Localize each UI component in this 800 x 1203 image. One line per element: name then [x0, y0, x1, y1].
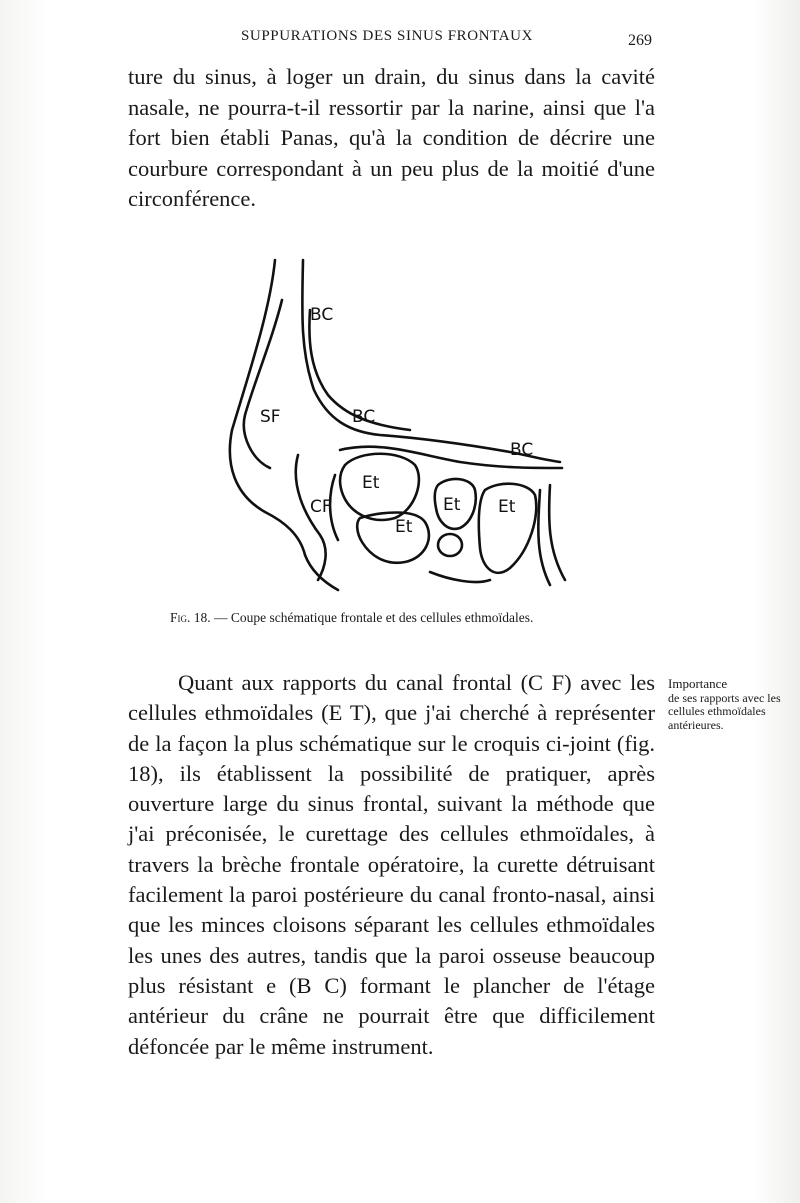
- running-title: SUPPURATIONS DES SINUS FRONTAUX: [240, 28, 534, 44]
- figure-18: [210, 250, 580, 600]
- marginal-note-title: Importance: [668, 676, 728, 691]
- lower-line-3: [549, 485, 565, 580]
- label-bc-top: BC: [310, 305, 334, 325]
- et-cell-2: [357, 513, 429, 563]
- marginal-note-body: de ses rapports avec les cellules ethmoïdales antérieures.: [668, 690, 781, 732]
- label-et-2: Et: [395, 517, 413, 537]
- anatomical-diagram: [210, 250, 580, 600]
- label-et-1: Et: [362, 473, 380, 493]
- label-bc-right: BC: [510, 440, 534, 460]
- small-cell-circle: [438, 534, 462, 556]
- page-number: 269: [628, 32, 652, 49]
- label-sf: SF: [260, 407, 281, 427]
- et-cell-1: [340, 454, 419, 520]
- label-cf: CF: [310, 497, 332, 517]
- sinus-inner-wall: [302, 260, 560, 462]
- label-et-4: Et: [498, 497, 516, 517]
- lower-line-1: [430, 572, 490, 582]
- figure-caption: [170, 610, 630, 626]
- paragraph-bottom: Quant aux rapports du canal frontal (C F) avec les cellules ethmoïdales (E T), que j'ai cherché à représenter de la façon la plus schématique sur le croquis ci-joint (fig. 18), ils établissent la possibilité de pratiquer, après ouverture large du sinus frontal, suivant la méthode que j'ai préconisée, le curettage des cellules ethmoïdales, à travers la brèche frontale opératoire, la curette détruisant facilement la paroi postérieure du canal fronto-nasal, ainsi que les minces cloisons séparant les cellules ethmoïdales les unes des autres, tandis que la paroi osseuse beaucoup plus résistant e (B C) formant le plancher de l'étage antérieur du crâne ne pourrait être que difficilement défoncée par le même instrument.: [128, 670, 655, 1059]
- caption-prefix: Fig. 18.: [170, 610, 211, 625]
- canal-frontal-line: [296, 455, 326, 580]
- caption-text: — Coupe schématique frontale et des cellules ethmoïdales.: [214, 610, 534, 625]
- paragraph-top: ture du sinus, à loger un drain, du sinus dans la cavité nasale, ne pourra-t-il ressortir par la narine, ainsi que l'a fort bien établi Panas, qu'à la condition de décrire une courbure correspondant à un peu plus de la moitié d'une circonférence.: [128, 64, 655, 211]
- label-bc-mid: BC: [352, 407, 376, 427]
- label-et-3: Et: [443, 495, 461, 515]
- marginal-note: [668, 677, 788, 732]
